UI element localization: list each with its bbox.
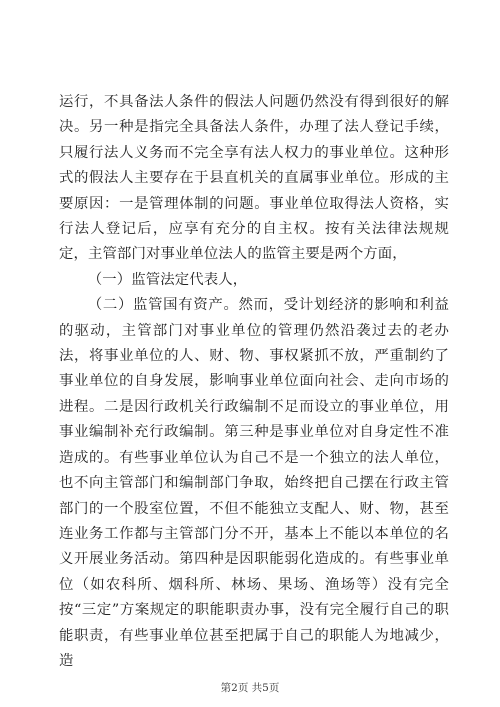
body-text [59, 90, 449, 674]
paragraph-item-one: （一）监管法定代表人， [87, 271, 248, 288]
page-number-footer: 第2页 共5页 [220, 682, 280, 694]
paragraph-item-two: （二）监管国有资产。然而，受计划经济的影响和利益的驱动，主管部门对事业单位的管理仍然沿袭过去的老办法，将事业单位的人、财、物、事权紧抓不放，严重制约了事业单位的自身发展，影响事业单位面向社会、走向市场的进程。二是因行政机关行政编制不足而设立的事业单位，用事业编制补充行政编制。第三种是事业单位对自身定性不准造成的。有些事业单位认为自己不是一个独立的法人单位，也不向主管部门和编制部门争取，始终把自己摆在行政主管部门的一个股室位置，不但不能独立支配人、财、物，甚至连业务工作都与主管部门分不开，基本上不能以本单位的名义开展业务活动。第四种是因职能弱化造成的。有些事业单位（如农科所、烟科所、林场、果场、渔场等）没有完全按“三定”方案规定的职能职责办事，没有完全履行自己的职能职责，有些事业单位甚至把属于自己的职能人为地减少，造 [59, 297, 449, 669]
paragraph-continuation: 运行，不具备法人条件的假法人问题仍然没有得到很好的解决。另一种是指完全具备法人条件，办理了法人登记手续，只履行法人义务而不完全享有法人权力的事业单位。这种形式的假法人主要存在于县直机关的直属事业单位。形成的主要原因：一是管理体制的问题。事业单位取得法人资格，实行法人登记后，应享有充分的自主权。按有关法律法规规定，主管部门对事业单位法人的监管主要是两个方面， [59, 94, 449, 263]
